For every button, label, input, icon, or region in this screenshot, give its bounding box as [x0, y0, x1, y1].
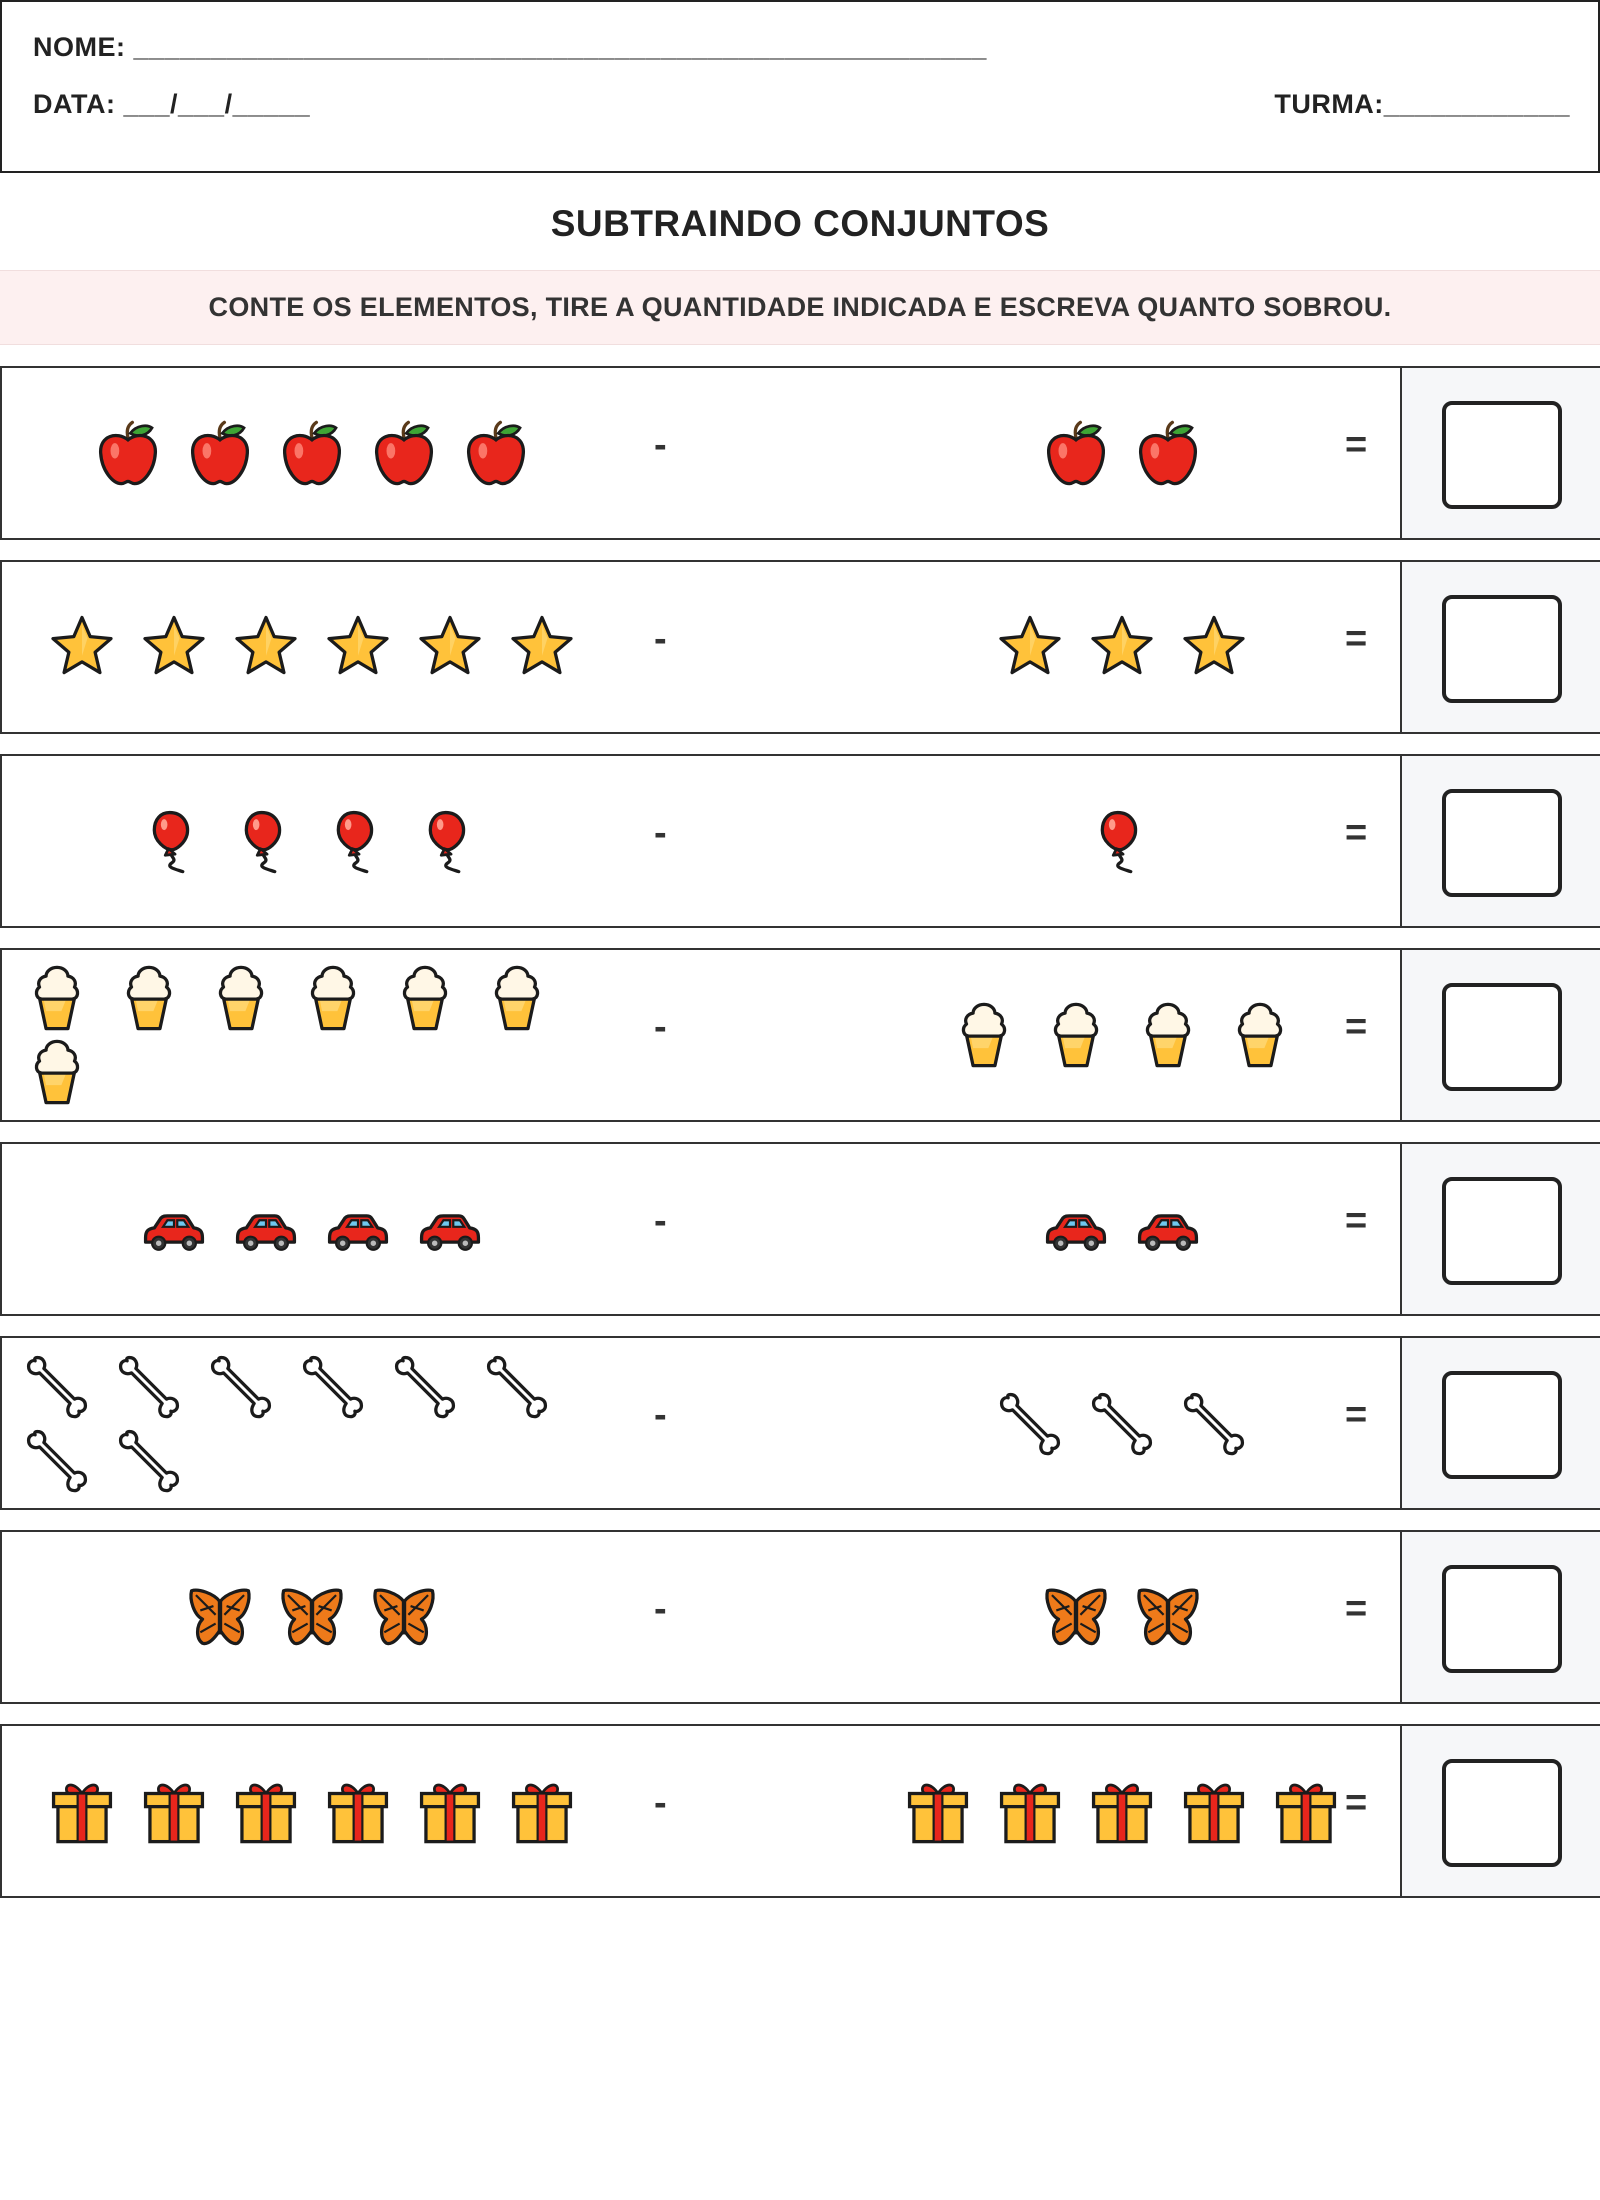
starting-set: [22, 1338, 602, 1508]
balloon-icon: [323, 806, 393, 876]
removed-set: [832, 1338, 1412, 1508]
exercise-row: [0, 1724, 1600, 1898]
bone-icon: [298, 1351, 368, 1421]
exercise-row: [0, 366, 1600, 540]
gift-icon: [1271, 1776, 1341, 1846]
exercise-row: [0, 560, 1600, 734]
ice-cream-icon: [949, 1000, 1019, 1070]
exercise-row: [0, 1336, 1600, 1510]
star-icon: [323, 612, 393, 682]
bone-icon: [114, 1351, 184, 1421]
star-icon: [231, 612, 301, 682]
starting-set: [22, 1726, 602, 1896]
car-icon: [415, 1194, 485, 1264]
gift-icon: [415, 1776, 485, 1846]
removed-set: [832, 562, 1412, 732]
balloon-icon: [139, 806, 209, 876]
bone-icon: [482, 1351, 552, 1421]
ice-cream-icon: [114, 963, 184, 1033]
answer-cell: [1400, 368, 1600, 538]
ice-cream-icon: [22, 1037, 92, 1107]
minus-sign: -: [654, 812, 667, 854]
answer-cell: [1400, 950, 1600, 1120]
bone-icon: [995, 1388, 1065, 1458]
starting-set: [22, 756, 602, 926]
star-icon: [507, 612, 577, 682]
exercise-row: [0, 754, 1600, 928]
butterfly-icon: [1041, 1582, 1111, 1652]
minus-sign: -: [654, 618, 667, 660]
gift-icon: [903, 1776, 973, 1846]
exercise-row: [0, 1142, 1600, 1316]
apple-icon: [277, 418, 347, 488]
car-icon: [139, 1194, 209, 1264]
ice-cream-icon: [1133, 1000, 1203, 1070]
exercise-row: [0, 948, 1600, 1122]
butterfly-icon: [277, 1582, 347, 1652]
equals-sign: =: [1345, 618, 1368, 660]
bone-icon: [1179, 1388, 1249, 1458]
removed-set: [832, 368, 1412, 538]
starting-set: [22, 1532, 602, 1702]
starting-set: [22, 562, 602, 732]
butterfly-icon: [1133, 1582, 1203, 1652]
ice-cream-icon: [1225, 1000, 1295, 1070]
answer-box[interactable]: [1442, 983, 1562, 1091]
answer-box[interactable]: [1442, 1371, 1562, 1479]
equals-sign: =: [1345, 424, 1368, 466]
answer-cell: [1400, 1726, 1600, 1896]
ice-cream-icon: [482, 963, 552, 1033]
balloon-icon: [1087, 806, 1157, 876]
butterfly-icon: [185, 1582, 255, 1652]
bone-icon: [206, 1351, 276, 1421]
minus-sign: -: [654, 1200, 667, 1242]
answer-cell: [1400, 756, 1600, 926]
apple-icon: [369, 418, 439, 488]
star-icon: [139, 612, 209, 682]
car-icon: [1133, 1194, 1203, 1264]
removed-set: [832, 1726, 1412, 1896]
answer-cell: [1400, 1338, 1600, 1508]
answer-cell: [1400, 1144, 1600, 1314]
bone-icon: [22, 1351, 92, 1421]
gift-icon: [1087, 1776, 1157, 1846]
starting-set: [22, 368, 602, 538]
star-icon: [47, 612, 117, 682]
removed-set: [832, 756, 1412, 926]
answer-box[interactable]: [1442, 1759, 1562, 1867]
gift-icon: [995, 1776, 1065, 1846]
gift-icon: [139, 1776, 209, 1846]
student-info-box: [0, 0, 1600, 173]
apple-icon: [185, 418, 255, 488]
equals-sign: =: [1345, 1006, 1368, 1048]
answer-box[interactable]: [1442, 595, 1562, 703]
equals-sign: =: [1345, 812, 1368, 854]
gift-icon: [323, 1776, 393, 1846]
butterfly-icon: [369, 1582, 439, 1652]
starting-set: [22, 950, 602, 1120]
minus-sign: -: [654, 1006, 667, 1048]
name-line: _______________________________________________________: [133, 32, 987, 62]
page-title: SUBTRAINDO CONJUNTOS: [550, 203, 1050, 244]
starting-set: [22, 1144, 602, 1314]
equals-sign: =: [1345, 1200, 1368, 1242]
removed-set: [832, 950, 1412, 1120]
gift-icon: [1179, 1776, 1249, 1846]
name-field[interactable]: [33, 32, 987, 63]
answer-box[interactable]: [1442, 1565, 1562, 1673]
instruction-bar: CONTE OS ELEMENTOS, TIRE A QUANTIDADE INDICADA E ESCREVA QUANTO SOBROU.: [0, 270, 1600, 345]
apple-icon: [1041, 418, 1111, 488]
car-icon: [1041, 1194, 1111, 1264]
ice-cream-icon: [1041, 1000, 1111, 1070]
minus-sign: -: [654, 1394, 667, 1436]
bone-icon: [1087, 1388, 1157, 1458]
balloon-icon: [231, 806, 301, 876]
answer-cell: [1400, 562, 1600, 732]
ice-cream-icon: [390, 963, 460, 1033]
apple-icon: [1133, 418, 1203, 488]
name-label: NOME:: [33, 32, 126, 62]
gift-icon: [507, 1776, 577, 1846]
minus-sign: -: [654, 1782, 667, 1824]
bone-icon: [114, 1425, 184, 1495]
car-icon: [231, 1194, 301, 1264]
ice-cream-icon: [22, 963, 92, 1033]
bone-icon: [390, 1351, 460, 1421]
equals-sign: =: [1345, 1782, 1368, 1824]
apple-icon: [461, 418, 531, 488]
minus-sign: -: [654, 424, 667, 466]
date-field[interactable]: DATA: ___/___/_____: [33, 89, 311, 119]
star-icon: [995, 612, 1065, 682]
exercise-row: [0, 1530, 1600, 1704]
apple-icon: [93, 418, 163, 488]
car-icon: [323, 1194, 393, 1264]
star-icon: [1179, 612, 1249, 682]
gift-icon: [231, 1776, 301, 1846]
answer-box[interactable]: [1442, 401, 1562, 509]
balloon-icon: [415, 806, 485, 876]
star-icon: [1087, 612, 1157, 682]
ice-cream-icon: [298, 963, 368, 1033]
bone-icon: [22, 1425, 92, 1495]
equals-sign: =: [1345, 1588, 1368, 1630]
gift-icon: [47, 1776, 117, 1846]
class-field[interactable]: TURMA:____________: [1274, 89, 1570, 119]
answer-box[interactable]: [1442, 1177, 1562, 1285]
answer-cell: [1400, 1532, 1600, 1702]
answer-box[interactable]: [1442, 789, 1562, 897]
removed-set: [832, 1532, 1412, 1702]
equals-sign: =: [1345, 1394, 1368, 1436]
ice-cream-icon: [206, 963, 276, 1033]
minus-sign: -: [654, 1588, 667, 1630]
star-icon: [415, 612, 485, 682]
removed-set: [832, 1144, 1412, 1314]
